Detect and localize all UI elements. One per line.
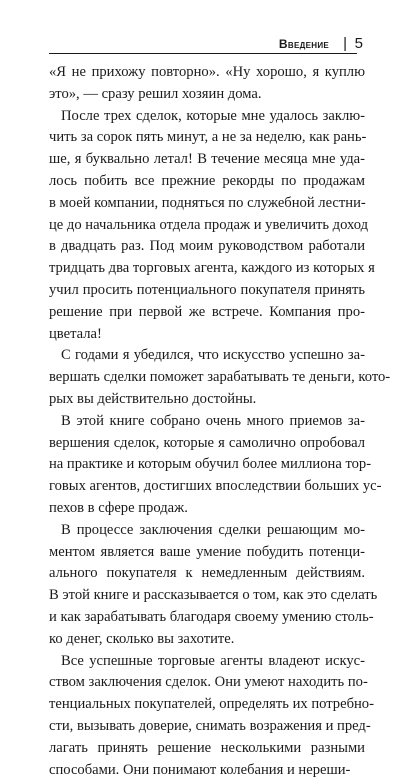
text-line: В этой книге и рассказывается о том, как это сделать <box>49 585 365 607</box>
paragraph <box>49 520 365 651</box>
text-line: В процессе заключения сделки решающим мо- <box>49 520 365 542</box>
text-line: С годами я убедился, что искусство успешно за- <box>49 345 365 367</box>
text-line: рых вы действительно достойны. <box>49 389 365 411</box>
text-line: лось побить все прежние рекорды по продажам <box>49 171 365 193</box>
text-line: вершать сделки поможет зарабатывать те деньги, кото- <box>49 367 365 389</box>
text-line: ального покупателя к немедленным действиям. <box>49 563 365 585</box>
paragraph <box>49 345 365 410</box>
text-line: В этой книге собрано очень много приемов за- <box>49 411 365 433</box>
text-line: говых агентов, достигших впоследствии больших ус- <box>49 476 365 498</box>
text-line: чить за сорок пять минут, а не за неделю, как рань- <box>49 127 365 149</box>
text-line: тенциальных покупателей, определять их потребно- <box>49 694 365 716</box>
text-line: ко денег, сколько вы захотите. <box>49 629 365 651</box>
header-separator: | <box>343 35 347 52</box>
text-line: лагать принять решение несколькими разными <box>49 738 365 760</box>
text-line: После трех сделок, которые мне удалось заклю- <box>49 106 365 128</box>
paragraph <box>49 651 365 781</box>
running-header <box>49 36 369 56</box>
text-line: в двадцать раз. Под моим руководством работали <box>49 236 365 258</box>
text-line: ше, я буквально летал! В течение месяца мне уда- <box>49 149 365 171</box>
text-line: цветала! <box>49 324 365 346</box>
text-line: вершения сделок, которые я самолично опробовал <box>49 433 365 455</box>
paragraph <box>49 106 365 346</box>
text-line: учил просить потенциального покупателя принять <box>49 280 365 302</box>
text-line: и как зарабатывать благодаря своему умению столь- <box>49 607 365 629</box>
paragraph <box>49 411 365 520</box>
page-number: 5 <box>355 35 363 52</box>
paragraph <box>49 62 365 106</box>
text-line: пехов в сфере продаж. <box>49 498 365 520</box>
text-line: на практике и которым обучил более миллиона тор- <box>49 454 365 476</box>
text-line: це до начальника отдела продаж и увеличить доход <box>49 215 365 237</box>
header-rule <box>49 53 357 54</box>
chapter-title: Введение <box>279 37 329 51</box>
text-line: сти, вызывать доверие, снимать возражения и пред- <box>49 716 365 738</box>
body-text <box>49 62 365 781</box>
text-line: решение при первой же встрече. Компания про- <box>49 302 365 324</box>
text-line: «Я не прихожу повторно». «Ну хорошо, я куплю <box>49 62 365 84</box>
text-line: способами. Они понимают колебания и нереши- <box>49 760 365 781</box>
text-line: ством заключения сделок. Они умеют находить по- <box>49 672 365 694</box>
text-line: ментом является ваше умение побудить потенци- <box>49 542 365 564</box>
text-line: в моей компании, подняться по служебной лестни- <box>49 193 365 215</box>
text-line: это», — сразу решил хозяин дома. <box>49 84 365 106</box>
text-line: Все успешные торговые агенты владеют искус- <box>49 651 365 673</box>
text-line: тридцать два торговых агента, каждого из которых я <box>49 258 365 280</box>
